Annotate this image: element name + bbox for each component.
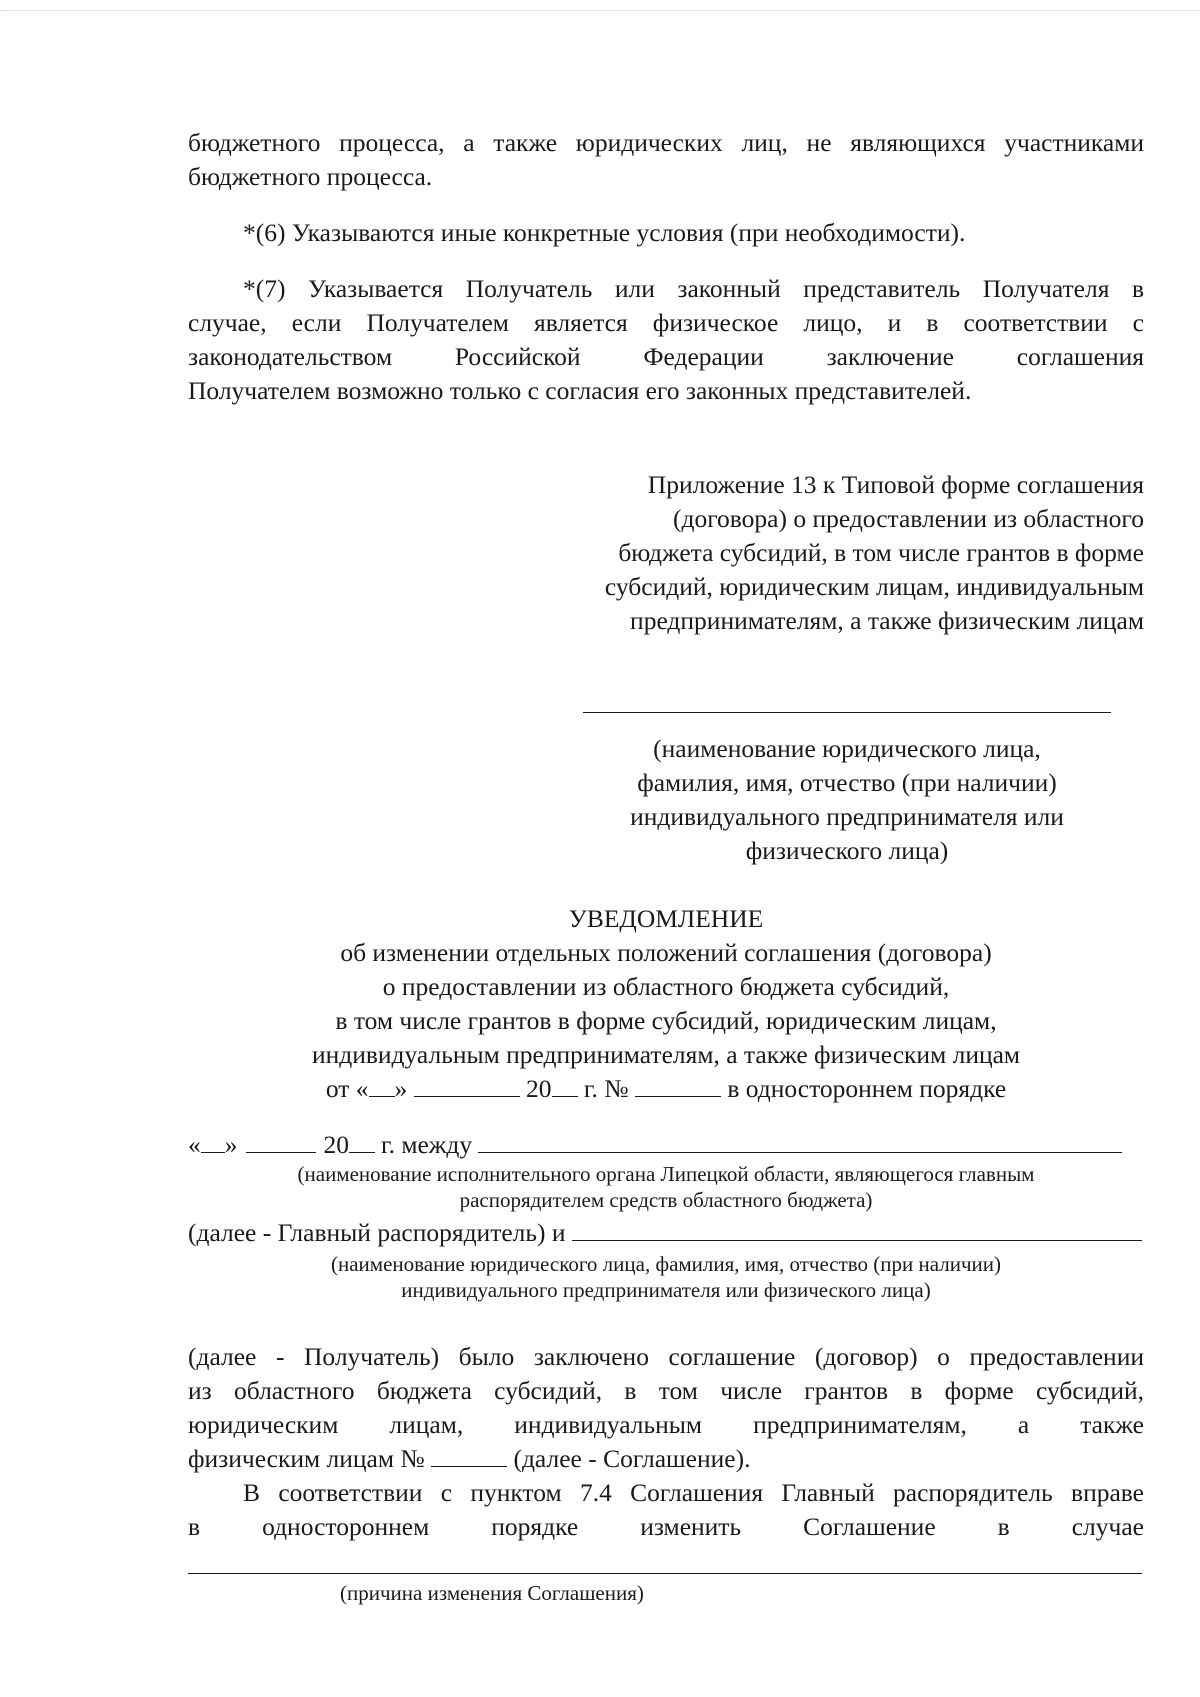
recipient-caption-line2: индивидуального предпринимателя или физического лица) [401,1278,931,1302]
notice-subtitle-line1: об изменении отдельных положений соглашения (договора) [340,938,992,967]
notice-date-prefix: от « [325,1074,369,1103]
main-line6: в одностороннем порядке изменить Соглашение в случае [188,1512,1144,1541]
appendix-header-line2: (договора) о предоставлении из областного [672,504,1144,533]
scan-edge [0,10,1200,11]
between-label: г. между [381,1130,473,1159]
footnote-7-line4: Получателем возможно только с согласия его законных представителей. [188,376,972,405]
main-line4-suffix: (далее - Соглашение). [513,1444,751,1473]
footnote-7-line2: случае, если Получателем является физическое лицо, и в соответствии с [188,308,1144,337]
main-line3: юридическим лицам, индивидуальным предпринимателям, а также [188,1410,1144,1439]
footnote-7-line3: законодательством Российской Федерации заключение соглашения [188,342,1144,371]
between-row [188,1128,1122,1162]
notice-subtitle-line4: индивидуальным предпринимателям, а также физическим лицам [311,1040,1021,1069]
appendix-header-line1: Приложение 13 к Типовой форме соглашения [647,470,1144,499]
notice-month-blank [414,1074,520,1097]
main-line5: В соответствии с пунктом 7.4 Соглашения Главный распорядитель вправе [243,1478,1144,1507]
agreement-number-blank [431,1444,507,1467]
distributor-label: (далее - Главный распорядитель) и [188,1218,566,1247]
appendix-header-line5: предпринимателям, а также физическим лицам [630,606,1144,635]
notice-number-blank [635,1074,721,1097]
main-line1: (далее - Получатель) было заключено соглашение (договор) о предоставлении [188,1342,1144,1371]
between-year-blank [349,1130,375,1153]
main-line4-prefix: физическим лицам № [188,1444,425,1473]
notice-year: 20 [526,1074,552,1103]
authority-blank-line [478,1130,1122,1153]
footnote-7-line1: *(7) Указывается Получатель или законный представитель Получателя в [243,274,1144,303]
notice-year-blank [552,1074,578,1097]
addressee-caption-line1: (наименование юридического лица, [653,734,1041,763]
addressee-caption-line3: индивидуального предпринимателя или [630,802,1064,831]
reason-caption: (причина изменения Соглашения) [340,1581,644,1605]
notice-day-blank [369,1074,395,1097]
footnote-continuation-line2: бюджетного процесса. [188,162,433,191]
notice-date-suffix: в одностороннем порядке [727,1074,1007,1103]
addressee-blank-line [583,712,1111,713]
addressee-caption-line2: фамилия, имя, отчество (при наличии) [637,768,1057,797]
main-line2: из областного бюджета субсидий, в том числе грантов в форме субсидий, [188,1376,1144,1405]
notice-date-line [188,1072,1144,1106]
distributor-row [188,1216,1142,1250]
between-day-blank [201,1130,225,1153]
notice-date-mid: » [394,1074,408,1103]
addressee-caption-line4: физического лица) [745,836,949,865]
notice-title: УВЕДОМЛЕНИЕ [568,904,764,933]
reason-blank-line [188,1573,1142,1574]
between-open-quote: « [188,1130,201,1159]
footnote-6: *(6) Указываются иные конкретные условия (при необходимости). [243,218,966,247]
between-close-quote: » [224,1130,238,1159]
notice-subtitle-line3: в том числе грантов в форме субсидий, юридическим лицам, [335,1006,997,1035]
recipient-caption-line1: (наименование юридического лица, фамилия, имя, отчество (при наличии) [330,1252,1002,1276]
notice-number-label: г. № [583,1074,629,1103]
main-line4 [188,1442,1144,1476]
appendix-header-line4: субсидий, юридическим лицам, индивидуальным [604,572,1144,601]
between-year: 20 [323,1130,349,1159]
notice-subtitle-line2: о предоставлении из областного бюджета субсидий, [382,972,950,1001]
appendix-header-line3: бюджета субсидий, в том числе грантов в форме [618,538,1144,567]
authority-caption-line2: распорядителем средств областного бюджета) [459,1188,873,1212]
recipient-blank-line [572,1218,1142,1241]
footnote-continuation-line1: бюджетного процесса, а также юридических лиц, не являющихся участниками [188,128,1144,157]
authority-caption-line1: (наименование исполнительного органа Липецкой области, являющегося главным [297,1162,1035,1186]
between-month-blank [246,1130,316,1153]
